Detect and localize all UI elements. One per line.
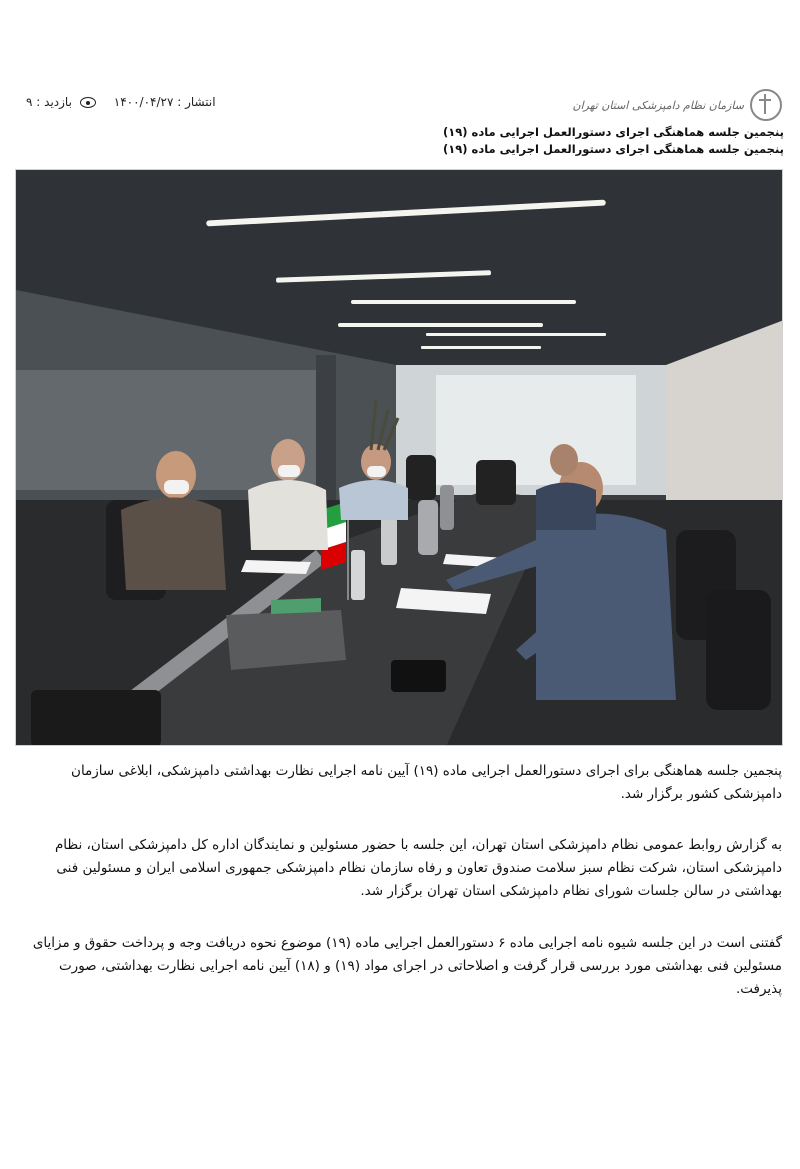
back-window: [436, 375, 636, 485]
paper: [241, 560, 311, 574]
green-box: [271, 598, 321, 614]
chair: [476, 460, 516, 505]
column: [316, 355, 336, 500]
chair: [406, 455, 436, 500]
views-label: بازدید :: [36, 95, 72, 109]
bottle: [381, 515, 397, 565]
thermos: [440, 485, 454, 530]
organization-logo: [573, 88, 783, 122]
ceiling-light: [338, 323, 543, 327]
paragraph-details: گفتنی است در این جلسه شیوه نامه اجرایی ماده ۶ دستورالعمل اجرایی ماده (۱۹) موضوع نحوه دریافت وجه و پرداخت حقوق و مزایای مسئولین فنی بهداشتی مورد بررسی قرار گرفت و اصلاحاتی در اجرای مواد (۱۹) و (۱۸) آیین نامه اجرایی نظارت بهداشتی، صورت پذیرفت.: [32, 935, 782, 997]
views-count: ۹: [26, 95, 33, 109]
thermos: [418, 500, 438, 555]
eye-icon: [80, 97, 96, 108]
logo-text: سازمان نظام دامپزشکی استان تهران: [572, 98, 744, 112]
paragraph-report: به گزارش روابط عمومی نظام دامپزشکی استان تهران، این جلسه با حضور مسئولین و نمایندگان اداره کل دامپزشکی استان، نظام دامپزشکی استان، شرکت نظام سبز سلامت صندوق تعاون و رفاه سازمان نظام دامپزشکی جمهوری اسلامی ایران و مسئولین فنی بهداشتی در سالن جلسات شورای نظام دامپزشکی استان تهران برگزار شد.: [54, 837, 782, 899]
tissue-box: [226, 610, 346, 670]
ceiling-light: [351, 300, 576, 304]
paragraph-intro: پنجمین جلسه هماهنگی برای اجرای دستورالعمل اجرایی ماده (۱۹) آیین نامه اجرایی نظارت بهداشتی دامپزشکی، ابلاغی سازمان دامپزشکی کشور برگزار شد.: [71, 763, 782, 802]
bottle: [351, 550, 365, 600]
meeting-photo: [15, 169, 783, 746]
publish-date: ۱۴۰۰/۰۴/۲۷: [113, 95, 174, 109]
news-title: پنجمین جلسه هماهنگی اجرای دستورالعمل اجرایی ماده (۱۹): [442, 125, 784, 139]
publish-info: [114, 95, 216, 109]
ceiling-light: [426, 333, 606, 336]
phone: [391, 660, 446, 692]
publish-label: انتشار :: [177, 95, 216, 109]
views-info: [26, 95, 96, 109]
desk-phone: [31, 690, 161, 746]
meeting-photo-illustration: [16, 170, 783, 746]
news-subtitle: پنجمین جلسه هماهنگی اجرای دستورالعمل اجرایی ماده (۱۹): [442, 142, 784, 156]
article-meta: [26, 95, 216, 109]
ceiling-light: [421, 346, 541, 349]
caduceus-emblem-icon: [750, 89, 782, 121]
chair: [706, 590, 771, 710]
